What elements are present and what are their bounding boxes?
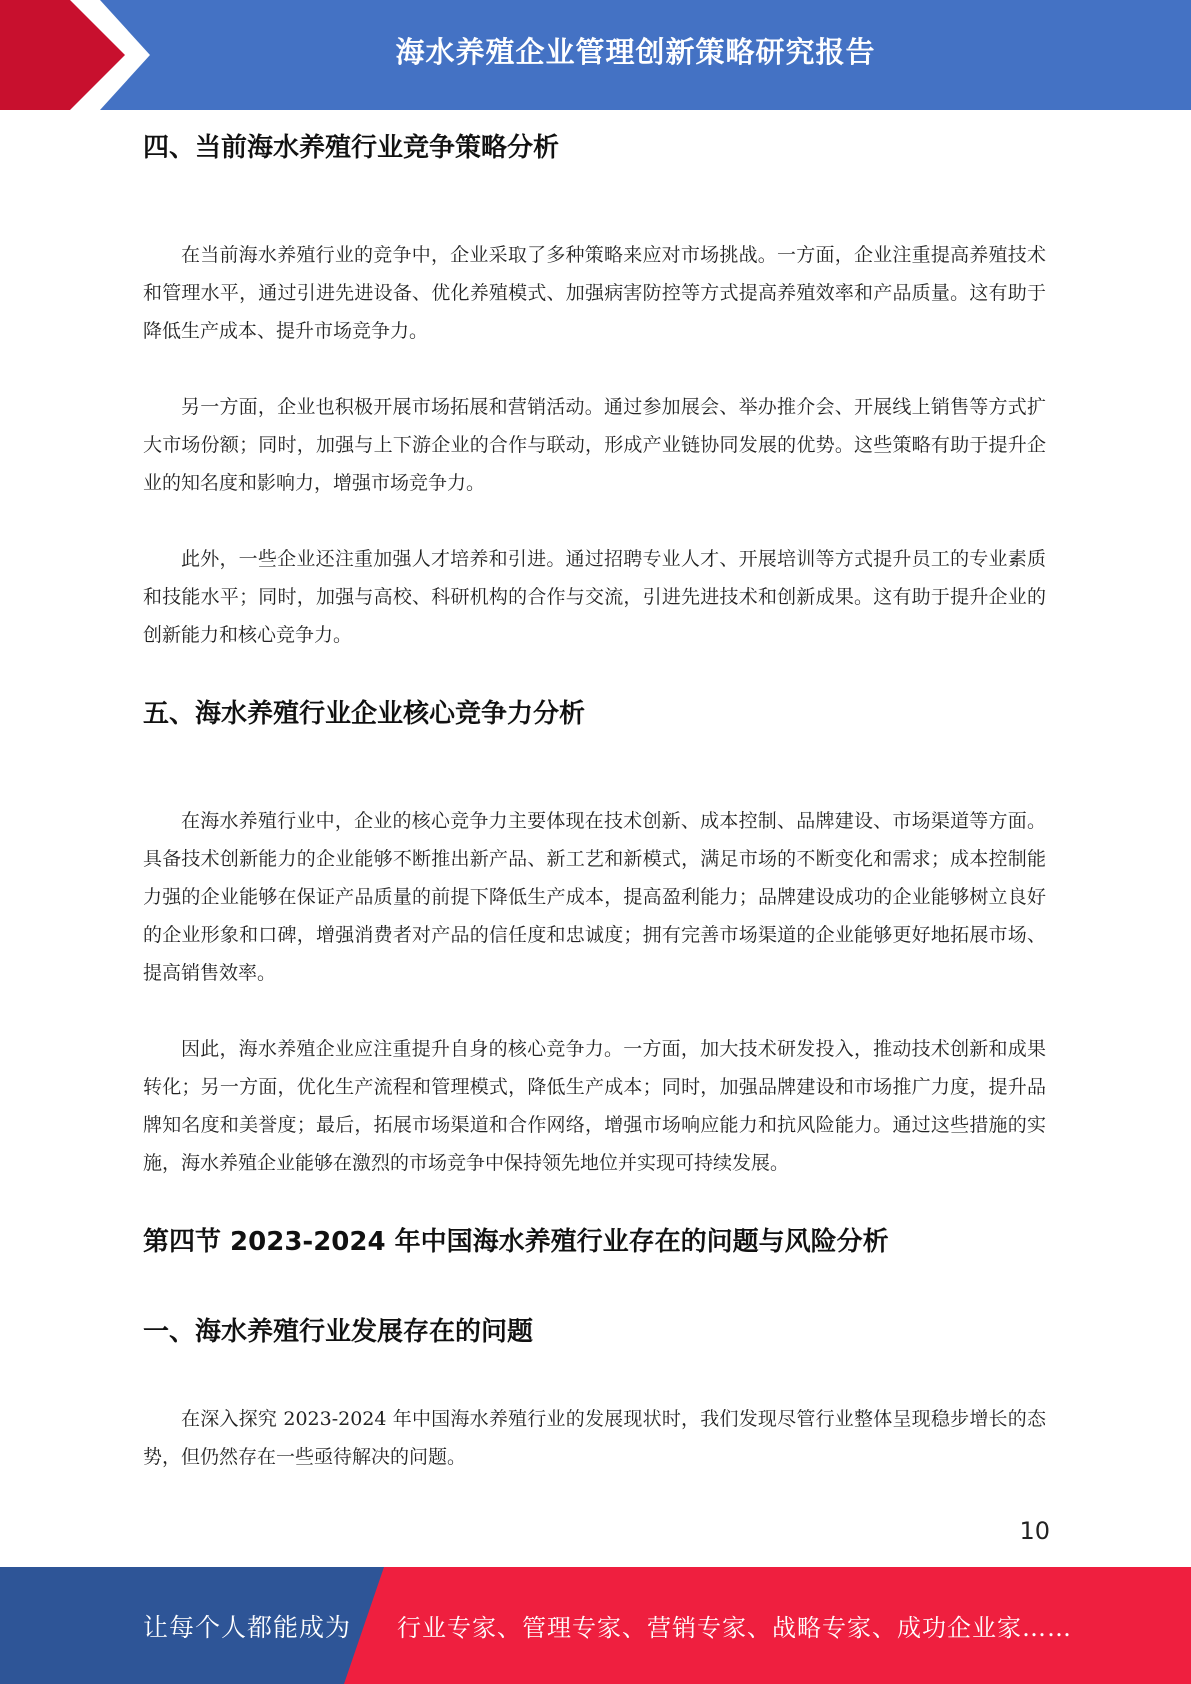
paragraph: 此外，一些企业还注重加强人才培养和引进。通过招聘专业人才、开展培训等方式提升员工的专业素质和技能水平；同时，加强与高校、科研机构的合作与交流，引进先进技术和创新成果。这有助于提升企业的创新能力和核心竞争力。 [143, 548, 1046, 646]
page-header [0, 0, 1191, 110]
section-heading-5: 五、海水养殖行业企业核心竞争力分析 [143, 699, 586, 729]
page-number: 10 [1019, 1517, 1050, 1545]
paragraph: 在深入探究 2023-2024 年中国海水养殖行业的发展现状时，我们发现尽管行业整体呈现稳步增长的态势，但仍然存在一些亟待解决的问题。 [143, 1408, 1046, 1468]
paragraph: 在海水养殖行业中，企业的核心竞争力主要体现在技术创新、成本控制、品牌建设、市场渠道等方面。具备技术创新能力的企业能够不断推出新产品、新工艺和新模式，满足市场的不断变化和需求；成本控制能力强的企业能够在保证产品质量的前提下降低生产成本，提高盈利能力；品牌建设成功的企业能够树立良好的企业形象和口碑，增强消费者对产品的信任度和忠诚度；拥有完善市场渠道的企业能够更好地拓展市场、提高销售效率。 [143, 810, 1046, 984]
footer-slogan-left: 让每个人都能成为 [143, 1612, 352, 1642]
chapter-section-heading: 第四节 2023-2024 年中国海水养殖行业存在的问题与风险分析 [143, 1227, 889, 1257]
subsection-heading-1: 一、海水养殖行业发展存在的问题 [143, 1317, 534, 1347]
report-title: 海水养殖企业管理创新策略研究报告 [395, 34, 876, 69]
footer-slogan-right: 行业专家、管理专家、营销专家、战略专家、成功企业家…… [397, 1614, 1072, 1642]
section-heading-4: 四、当前海水养殖行业竞争策略分析 [143, 133, 560, 163]
page-footer [0, 1567, 1191, 1684]
page-content [143, 126, 1046, 1476]
paragraph: 因此，海水养殖企业应注重提升自身的核心竞争力。一方面，加大技术研发投入，推动技术创新和成果转化；另一方面，优化生产流程和管理模式，降低生产成本；同时，加强品牌建设和市场推广力度，提升品牌知名度和美誉度；最后，拓展市场渠道和合作网络，增强市场响应能力和抗风险能力。通过这些措施的实施，海水养殖企业能够在激烈的市场竞争中保持领先地位并实现可持续发展。 [143, 1038, 1046, 1174]
paragraph: 另一方面，企业也积极开展市场拓展和营销活动。通过参加展会、举办推介会、开展线上销售等方式扩大市场份额；同时，加强与上下游企业的合作与联动，形成产业链协同发展的优势。这些策略有助于提升企业的知名度和影响力，增强市场竞争力。 [143, 396, 1046, 494]
paragraph: 在当前海水养殖行业的竞争中，企业采取了多种策略来应对市场挑战。一方面，企业注重提高养殖技术和管理水平，通过引进先进设备、优化养殖模式、加强病害防控等方式提高养殖效率和产品质量。这有助于降低生产成本、提升市场竞争力。 [143, 244, 1046, 342]
